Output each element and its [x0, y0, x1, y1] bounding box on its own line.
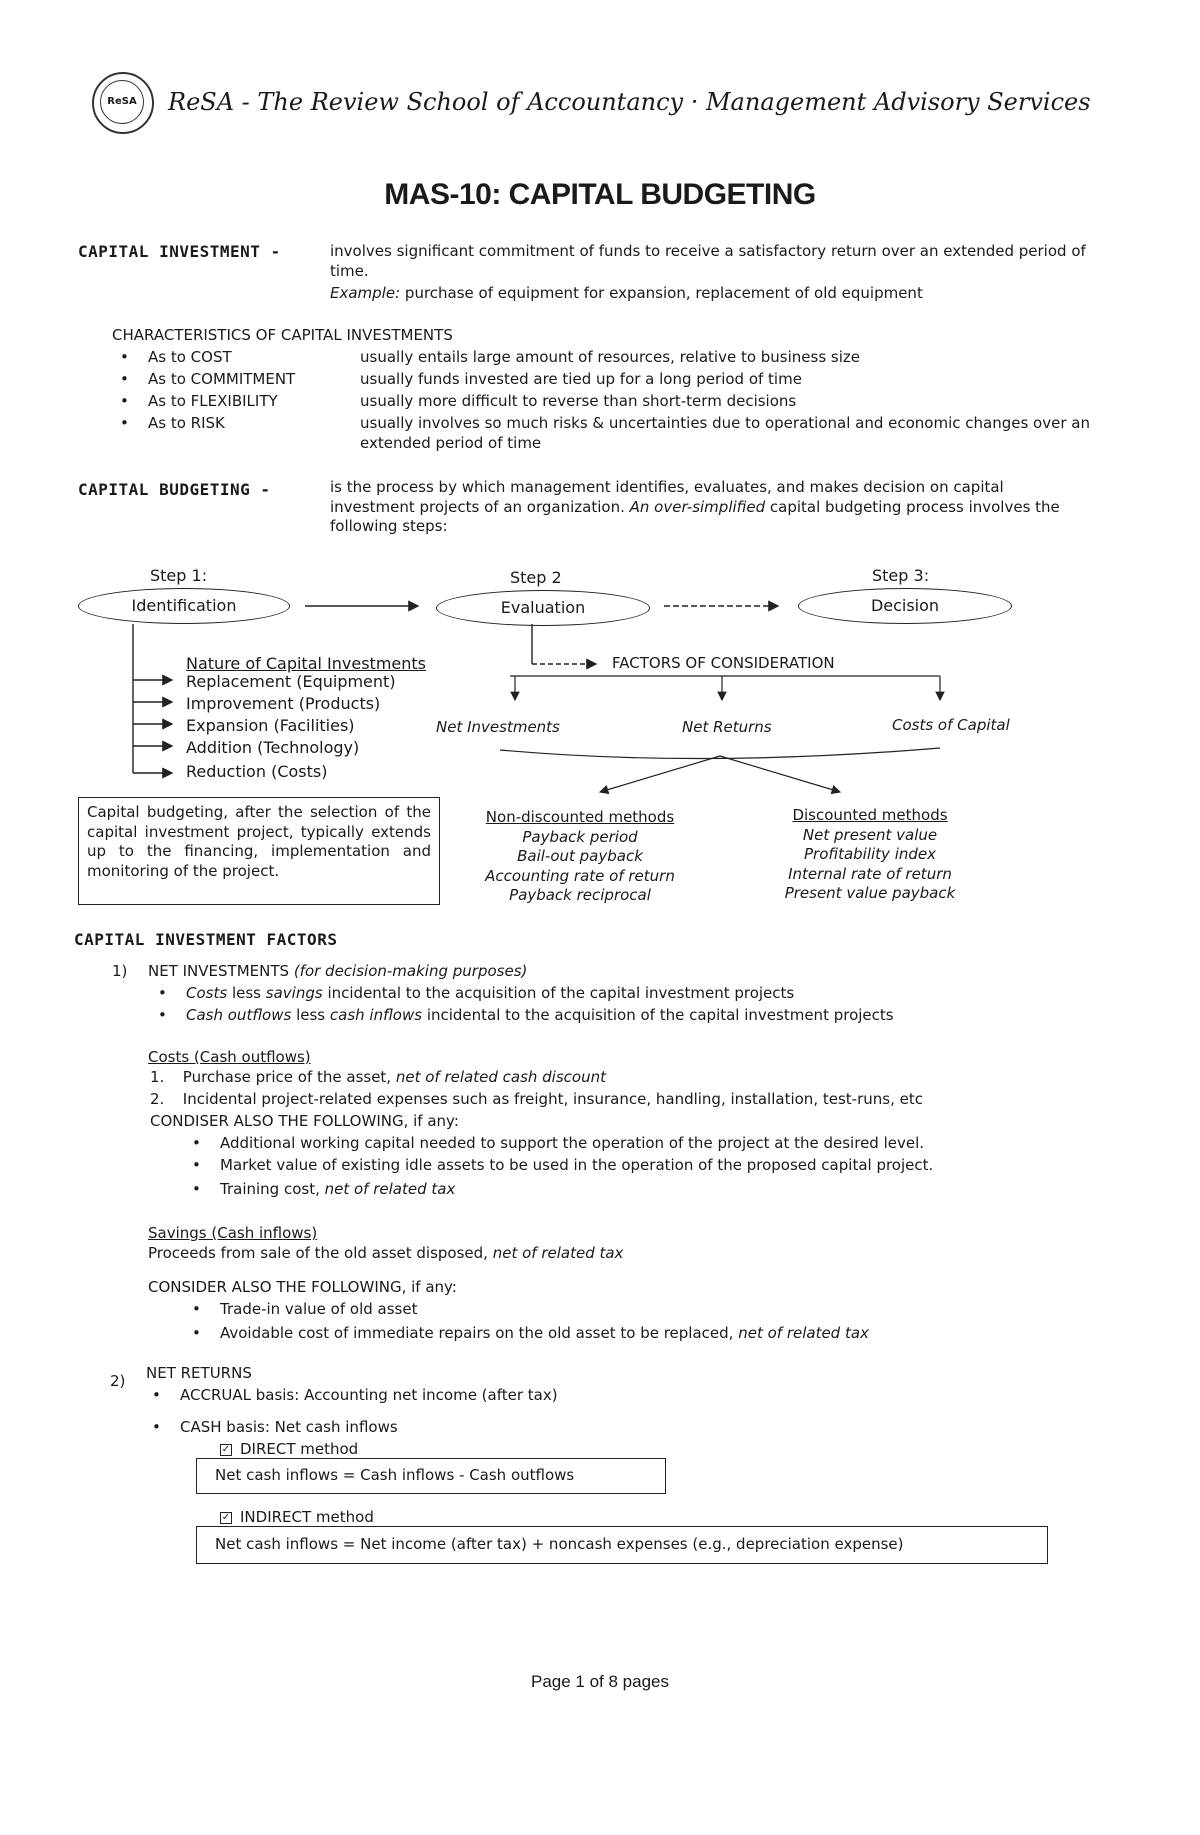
- indirect-label: INDIRECT method: [240, 1508, 374, 1526]
- note-box: [78, 797, 440, 905]
- characteristic-label: • As to COST: [148, 348, 232, 368]
- net-investments-number: 1): [112, 962, 128, 980]
- characteristic-desc: usually more difficult to reverse than short-term decisions: [360, 392, 797, 410]
- capital-investment-definition: involves significant commitment of funds to receive a satisfactory return over an extended period of time.: [330, 242, 1086, 280]
- indirect-method: [220, 1508, 374, 1528]
- seal-text: ReSA: [100, 80, 144, 124]
- net-investments-bullet: [186, 1006, 894, 1026]
- list-number: 2.: [150, 1090, 165, 1108]
- text-part: less: [231, 984, 261, 1002]
- page-footer: Page 1 of 8 pages: [530, 1672, 669, 1691]
- method-item: Present value payback: [784, 884, 956, 902]
- characteristic-label: • As to RISK: [148, 414, 225, 434]
- definition-part-1: is the process by which management identifies, evaluates, and makes decision on capital investment projects of an organization.: [330, 478, 1004, 516]
- consider-item: [220, 1324, 869, 1344]
- step-2-label: Step 2: [510, 568, 562, 587]
- step-3-name: Decision: [870, 596, 940, 615]
- method-item: Payback reciprocal: [509, 886, 651, 904]
- discounted-methods: [760, 806, 980, 904]
- step-2-name: Evaluation: [500, 598, 586, 617]
- non-discounted-methods: [460, 808, 700, 906]
- net-investments-note: (for decision-making purposes): [293, 962, 528, 980]
- net-returns-number: 2): [110, 1372, 126, 1390]
- nature-item: Addition (Technology): [186, 738, 360, 757]
- example-label: Example:: [330, 284, 401, 302]
- factors-section-heading: CAPITAL INVESTMENT FACTORS: [74, 930, 338, 949]
- header-banner: ReSA - The Review School of Accountancy · Management Advisory Services: [168, 88, 1091, 116]
- net-returns-title: NET RETURNS: [146, 1364, 252, 1382]
- method-item: Payback period: [522, 827, 638, 846]
- consider-1: [150, 1112, 459, 1132]
- nature-item: Replacement (Equipment): [186, 672, 396, 691]
- text-part: incidental to the acquisition of the capital investment projects: [327, 984, 795, 1002]
- cost-item-2: [150, 1090, 923, 1110]
- nature-heading: Nature of Capital Investments: [186, 654, 426, 673]
- net-investments-bullet: [186, 984, 794, 1004]
- text-part: net of related cash discount: [395, 1068, 606, 1086]
- note-text: Capital budgeting, after the selection of the capital investment project, typically extends up to the financing, implementation and monitoring of the project.: [87, 803, 431, 880]
- text-part: Incidental project-related expenses such as freight, insurance, handling, installation, test-runs, etc: [182, 1090, 923, 1108]
- method-item: Bail-out payback: [517, 847, 643, 865]
- factor-item: Net Returns: [682, 718, 772, 736]
- step-1-label: Step 1:: [150, 566, 208, 585]
- text-part: Costs: [186, 984, 228, 1002]
- direct-method: [220, 1440, 358, 1460]
- text-part: less: [296, 1006, 326, 1024]
- characteristic-desc: usually entails large amount of resources, relative to business size: [360, 348, 861, 366]
- text-part: Training cost,: [220, 1180, 320, 1198]
- indirect-formula: Net cash inflows = Net income (after tax) + noncash expenses (e.g., depreciation expense): [215, 1535, 904, 1553]
- text-part: Cash outflows: [186, 1006, 292, 1024]
- accrual-basis: • ACCRUAL basis: Accounting net income (after tax): [180, 1386, 558, 1406]
- method-item: Net present value: [802, 825, 938, 844]
- savings-heading: Savings (Cash inflows): [148, 1224, 318, 1242]
- consider-item: • Market value of existing idle assets to be used in the operation of the proposed capital project.: [220, 1156, 933, 1176]
- text-part: cash inflows: [329, 1006, 423, 1024]
- text-part: Proceeds from sale of the old asset disposed,: [148, 1244, 488, 1262]
- costs-heading: Costs (Cash outflows): [148, 1048, 311, 1066]
- consider-item: [220, 1180, 455, 1200]
- method-item: Internal rate of return: [788, 864, 952, 883]
- characteristic-label: • As to FLEXIBILITY: [148, 392, 278, 412]
- text-part: net of related tax: [738, 1324, 869, 1342]
- text-part: CONDISER ALSO THE FOLLOWING,: [150, 1112, 409, 1130]
- net-investments-label: NET INVESTMENTS: [148, 962, 290, 980]
- capital-budgeting-term: CAPITAL BUDGETING -: [78, 480, 271, 499]
- factor-item: Net Investments: [436, 718, 560, 736]
- cost-item-1: [150, 1068, 606, 1088]
- net-investments-title: [148, 962, 527, 982]
- nature-item: Reduction (Costs): [186, 762, 328, 781]
- consider-item: • Trade-in value of old asset: [220, 1300, 417, 1320]
- text-part: if any:: [413, 1112, 459, 1130]
- definition-emphasis: An over-simplified: [629, 497, 766, 516]
- text-part: net of related tax: [324, 1180, 456, 1198]
- example-text: purchase of equipment for expansion, replacement of old equipment: [404, 284, 923, 302]
- characteristic-desc: usually funds invested are tied up for a long period of time: [360, 370, 802, 388]
- consider-item: • Additional working capital needed to support the operation of the project at the desired level.: [220, 1134, 924, 1154]
- discounted-heading: Discounted methods: [792, 806, 948, 824]
- factor-item: Costs of Capital: [892, 716, 1010, 734]
- step-3-label: Step 3:: [872, 566, 930, 585]
- capital-investment-term: CAPITAL INVESTMENT -: [78, 242, 281, 261]
- list-number: 1.: [150, 1068, 165, 1086]
- text-part: Purchase price of the asset,: [182, 1068, 392, 1086]
- consider-2: [148, 1278, 457, 1298]
- checkbox-icon: ✓: [221, 1511, 231, 1523]
- characteristics-heading: CHARACTERISTICS OF CAPITAL INVESTMENTS: [112, 326, 453, 344]
- savings-text: [148, 1244, 623, 1264]
- definition-part-2: capital budgeting process involves the following steps:: [330, 497, 1060, 535]
- text-part: CONSIDER ALSO THE FOLLOWING,: [148, 1278, 407, 1296]
- indirect-formula-box: [196, 1526, 1048, 1564]
- method-item: Profitability index: [803, 845, 936, 863]
- factors-heading: FACTORS OF CONSIDERATION: [612, 654, 835, 672]
- cash-basis: • CASH basis: Net cash inflows: [180, 1418, 398, 1438]
- text-part: if any:: [411, 1278, 457, 1296]
- text-part: net of related tax: [492, 1244, 624, 1262]
- page-title: MAS-10: CAPITAL BUDGETING: [384, 178, 816, 211]
- non-discounted-heading: Non-discounted methods: [485, 808, 675, 826]
- nature-item: Improvement (Products): [186, 694, 381, 713]
- characteristic-label: • As to COMMITMENT: [148, 370, 295, 390]
- direct-label: DIRECT method: [240, 1440, 359, 1458]
- method-item: Accounting rate of return: [485, 866, 675, 885]
- direct-formula: Net cash inflows = Cash inflows - Cash outflows: [215, 1466, 575, 1484]
- text-part: incidental to the acquisition of the capital investment projects: [426, 1006, 894, 1024]
- nature-item: Expansion (Facilities): [186, 716, 355, 735]
- characteristic-desc: usually involves so much risks & uncertainties due to operational and economic changes over an extended period of time: [360, 414, 1090, 452]
- text-part: savings: [265, 984, 323, 1002]
- text-part: Avoidable cost of immediate repairs on the old asset to be replaced,: [220, 1324, 734, 1342]
- step-1-name: Identification: [131, 596, 237, 615]
- direct-formula-box: [196, 1458, 666, 1494]
- checkbox-icon: ✓: [221, 1443, 231, 1455]
